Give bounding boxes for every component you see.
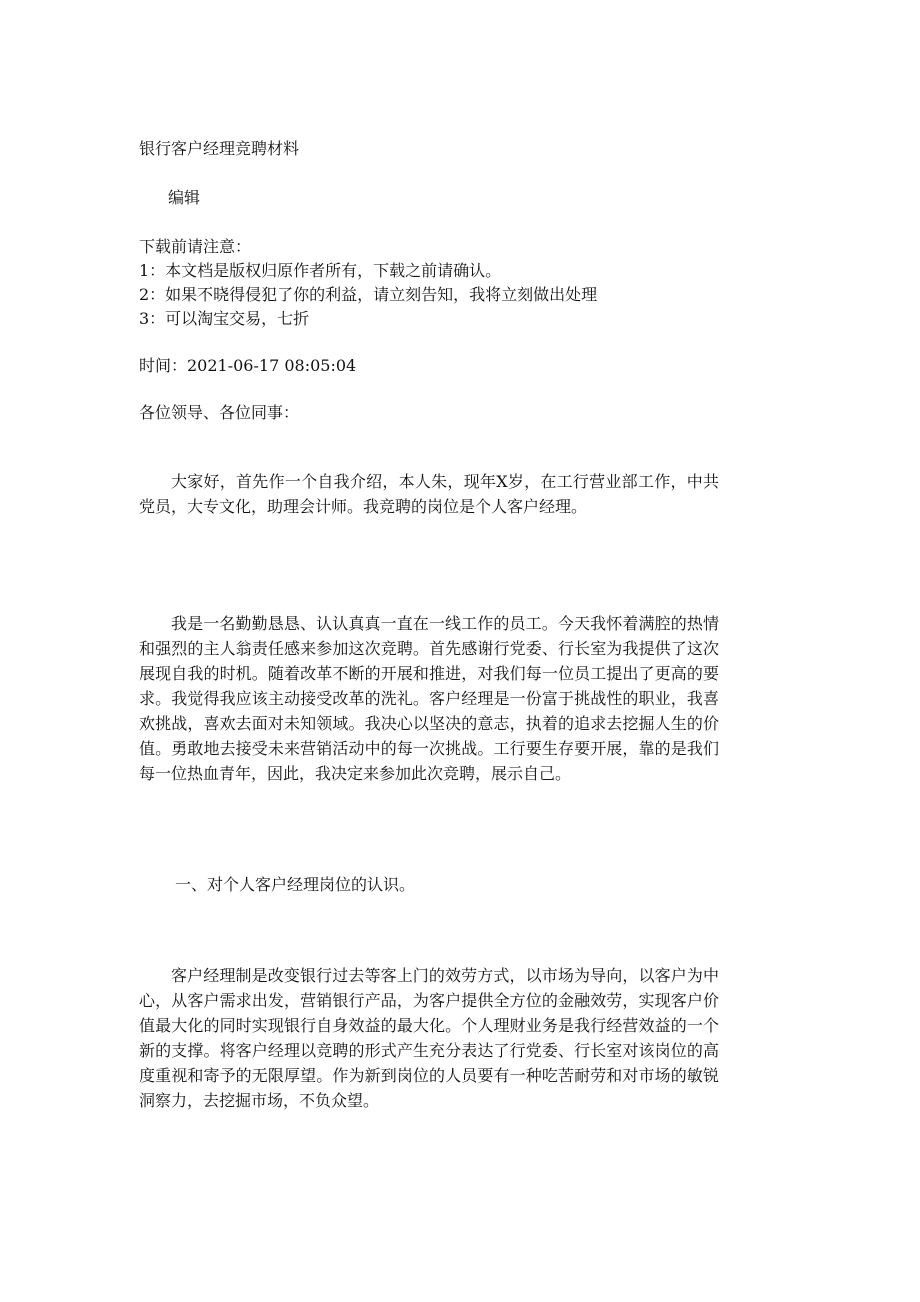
notice-item: 1：本文档是版权归原作者所有，下载之前请确认。 (139, 261, 502, 280)
section-heading: 一、对个人客户经理岗位的认识。 (175, 875, 416, 894)
greeting: 各位领导、各位同事： (139, 403, 300, 422)
edit-label: 编辑 (168, 188, 201, 207)
timestamp: 时间：2021-06-17 08:05:04 (139, 356, 357, 375)
document-title: 银行客户经理竞聘材料 (139, 139, 300, 158)
intro-paragraph: 大家好，首先作一个自我介绍，本人朱，现年X岁，在工行营业部工作，中共党员，大专文化，助理会计师。我竞聘的岗位是个人客户经理。 (139, 472, 719, 516)
notice-item: 2：如果不晓得侵犯了你的利益，请立刻告知，我将立刻做出处理 (139, 285, 598, 304)
notice-heading: 下载前请注意： (139, 237, 252, 256)
notice-item: 3：可以淘宝交易，七折 (139, 309, 310, 328)
motivation-paragraph: 我是一名勤勤恳恳、认认真真一直在一线工作的员工。今天我怀着满腔的热情和强烈的主人翁责任感来参加这次竞聘。首先感谢行党委、行长室为我提供了这次展现自我的时机。随着改革不断的开展和推进，对我们每一位员工提出了更高的要求。我觉得我应该主动接受改革的洗礼。客户经理是一份富于挑战性的职业，我喜欢挑战，喜欢去面对未知领域。我决心以坚决的意志，执着的追求去挖掘人生的价值。勇敢地去接受未来营销活动中的每一次挑战。工行要生存要开展，靠的是我们每一位热血青年，因此，我决定来参加此次竞聘，展示自己。 (139, 614, 719, 783)
section-paragraph: 客户经理制是改变银行过去等客上门的效劳方式，以市场为导向，以客户为中心，从客户需求出发，营销银行产品，为客户提供全方位的金融效劳，实现客户价值最大化的同时实现银行自身效益的最大化。个人理财业务是我行经营效益的一个新的支撑。将客户经理以竞聘的形式产生充分表达了行党委、行长室对该岗位的高度重视和寄予的无限厚望。作为新到岗位的人员要有一种吃苦耐劳和对市场的敏锐洞察力，去挖掘市场，不负众望。 (139, 966, 719, 1110)
